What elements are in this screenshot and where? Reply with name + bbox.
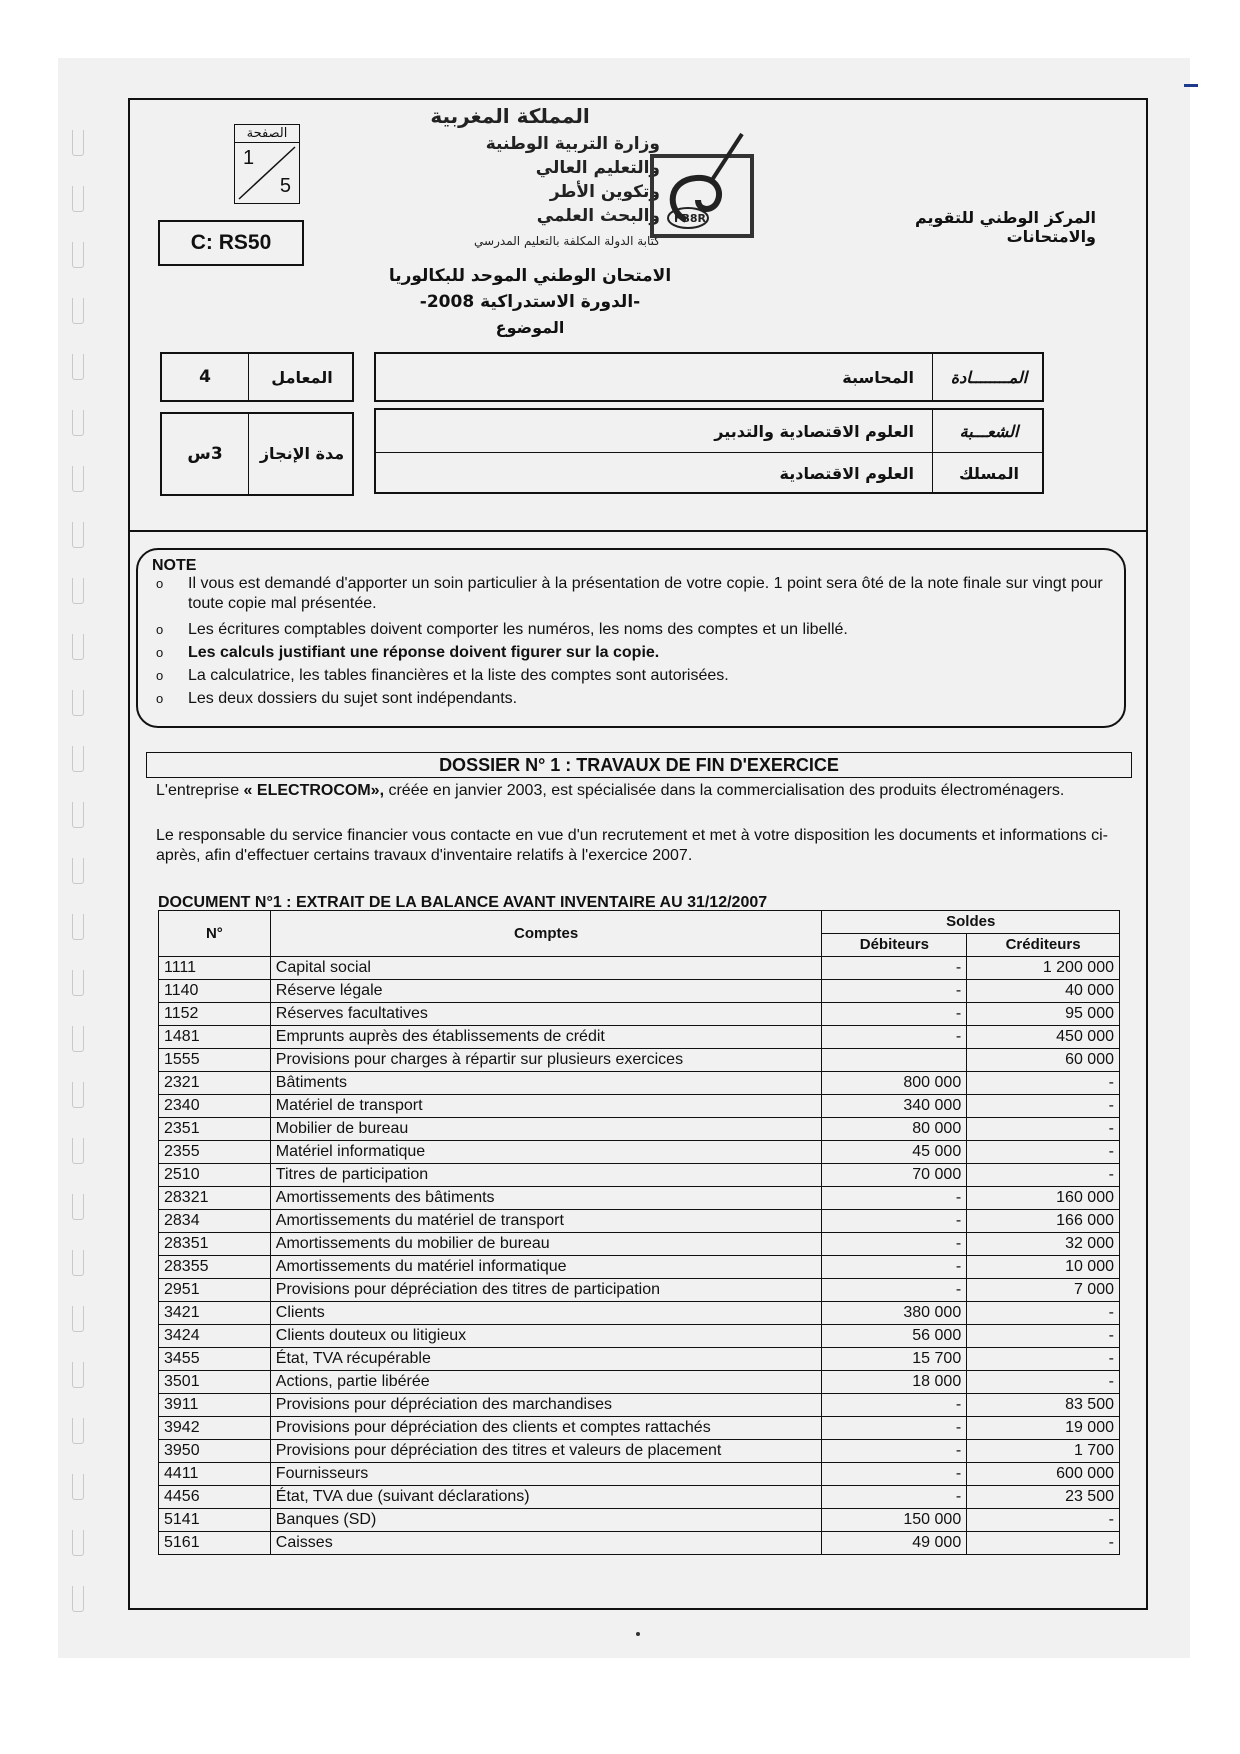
debit-amount: - — [822, 1026, 967, 1049]
account-name: Amortissements du matériel de transport — [270, 1210, 822, 1233]
branch-box — [374, 408, 1044, 494]
debit-amount: - — [822, 1394, 967, 1417]
dossier-title: DOSSIER N° 1 : TRAVAUX DE FIN D'EXERCICE — [146, 752, 1132, 778]
credit-amount: 60 000 — [967, 1049, 1120, 1072]
table-row — [159, 1325, 1120, 1348]
debit-amount: - — [822, 1233, 967, 1256]
page-label: الصفحة — [235, 125, 299, 143]
ministry-line-2: والتعليم العالي — [535, 158, 660, 178]
duration-label: مدة الإنجاز — [259, 444, 345, 463]
credit-amount: 19 000 — [967, 1417, 1120, 1440]
credit-amount: 83 500 — [967, 1394, 1120, 1417]
table-row — [159, 1371, 1120, 1394]
table-row — [159, 1532, 1120, 1555]
account-number: 3942 — [159, 1417, 271, 1440]
binder-hole — [72, 1306, 84, 1332]
credit-amount: 600 000 — [967, 1463, 1120, 1486]
debit-amount: 800 000 — [822, 1072, 967, 1095]
table-row — [159, 1279, 1120, 1302]
table-row — [159, 1187, 1120, 1210]
note-item: o Les calculs justifiant une réponse doivent figurer sur la copie. — [156, 644, 660, 661]
binder-hole — [72, 130, 84, 156]
table-row — [159, 1141, 1120, 1164]
intro-paragraph: L'entreprise « ELECTROCOM», créée en janvier 2003, est spécialisée dans la commercialisation des produits électroménagers. — [156, 782, 1065, 799]
binder-hole — [72, 914, 84, 940]
exam-title: الامتحان الوطني الموحد للبكالوريا — [388, 266, 672, 286]
exam-session: -الدورة الاستدراكية 2008- — [419, 292, 641, 312]
binder-hole — [72, 522, 84, 548]
table-row — [159, 1233, 1120, 1256]
page-total: 5 — [279, 175, 291, 197]
table-row — [159, 1072, 1120, 1095]
debit-amount: - — [822, 1003, 967, 1026]
debit-amount: - — [822, 1440, 967, 1463]
table-row — [159, 1118, 1120, 1141]
debit-amount: - — [822, 1210, 967, 1233]
intro-paragraph-2: Le responsable du service financier vous contacte en vue d'un recrutement et met à votre disposition les documents et informations ci-après, afin d'effectuer certains travaux d'inventaire relatifs à l'exercice 2007. — [156, 827, 1108, 864]
header-balances: Soldes — [822, 911, 1120, 934]
account-name: Titres de participation — [270, 1164, 822, 1187]
credit-amount: - — [967, 1118, 1120, 1141]
credit-amount: 23 500 — [967, 1486, 1120, 1509]
balance-table — [158, 910, 1120, 1555]
binder-hole — [72, 578, 84, 604]
debit-amount — [822, 1049, 967, 1072]
binder-hole — [72, 1362, 84, 1388]
debit-amount: 150 000 — [822, 1509, 967, 1532]
corner-mark — [1184, 84, 1198, 87]
credit-amount: - — [967, 1509, 1120, 1532]
table-row — [159, 1440, 1120, 1463]
duration-box — [160, 412, 354, 496]
account-name: Réserve légale — [270, 980, 822, 1003]
ministry-line-4: والبحث العلمي — [536, 206, 660, 226]
table-row — [159, 980, 1120, 1003]
credit-amount: - — [967, 1302, 1120, 1325]
binder-hole — [72, 690, 84, 716]
binder-hole — [72, 1250, 84, 1276]
branch-value: العلوم الاقتصادية والتدبير — [714, 421, 914, 441]
header-debit: Débiteurs — [822, 934, 967, 957]
subject-label: الموضوع — [495, 318, 565, 337]
account-name: Provisions pour dépréciation des clients et comptes rattachés — [270, 1417, 822, 1440]
account-number: 2834 — [159, 1210, 271, 1233]
note-item: o Les écritures comptables doivent comporter les numéros, les noms des comptes et un libellé. — [156, 621, 848, 638]
account-number: 2321 — [159, 1072, 271, 1095]
account-name: Emprunts auprès des établissements de crédit — [270, 1026, 822, 1049]
debit-amount: 80 000 — [822, 1118, 967, 1141]
note-item: o La calculatrice, les tables financières et la liste des comptes sont autorisées. — [156, 667, 729, 684]
binder-hole — [72, 466, 84, 492]
debit-amount: 70 000 — [822, 1164, 967, 1187]
account-name: Capital social — [270, 957, 822, 980]
debit-amount: 18 000 — [822, 1371, 967, 1394]
credit-amount: 32 000 — [967, 1233, 1120, 1256]
credit-amount: - — [967, 1164, 1120, 1187]
table-row — [159, 1026, 1120, 1049]
debit-amount: - — [822, 1279, 967, 1302]
duration-value: 3س — [187, 444, 223, 464]
track-value: العلوم الاقتصادية — [779, 464, 914, 483]
binder-hole — [72, 970, 84, 996]
account-name: Réserves facultatives — [270, 1003, 822, 1026]
table-row — [159, 1302, 1120, 1325]
account-name: Amortissements du matériel informatique — [270, 1256, 822, 1279]
account-number: 2355 — [159, 1141, 271, 1164]
binder-hole — [72, 1194, 84, 1220]
account-name: Matériel de transport — [270, 1095, 822, 1118]
binder-hole — [72, 354, 84, 380]
account-name: Amortissements des bâtiments — [270, 1187, 822, 1210]
account-name: Caisses — [270, 1532, 822, 1555]
secretariat: كتابة الدولة المكلفة بالتعليم المدرسي — [474, 234, 660, 248]
binder-hole — [72, 1586, 84, 1612]
binder-hole — [72, 410, 84, 436]
account-number: 5161 — [159, 1532, 271, 1555]
account-name: Actions, partie libérée — [270, 1371, 822, 1394]
table-row — [159, 1394, 1120, 1417]
debit-amount: - — [822, 1486, 967, 1509]
note-item: o Il vous est demandé d'apporter un soin particulier à la présentation de votre copie. 1 point sera ôté de la note finale sur vingt pour toute copie mal présentée. — [156, 575, 1103, 612]
debit-amount: - — [822, 1256, 967, 1279]
table-row — [159, 1095, 1120, 1118]
account-number: 1152 — [159, 1003, 271, 1026]
page-dot — [636, 1632, 640, 1636]
account-number: 3950 — [159, 1440, 271, 1463]
exam-code: C: RS50 — [158, 220, 304, 266]
credit-amount: - — [967, 1325, 1120, 1348]
table-row — [159, 1164, 1120, 1187]
note-item: o Les deux dossiers du sujet sont indépendants. — [156, 690, 518, 707]
account-name: Provisions pour dépréciation des titres et valeurs de placement — [270, 1440, 822, 1463]
account-name: Mobilier de bureau — [270, 1118, 822, 1141]
binder-hole — [72, 298, 84, 324]
credit-amount: 7 000 — [967, 1279, 1120, 1302]
note-title: NOTE — [152, 557, 197, 574]
track-label: المسلك — [959, 464, 1019, 483]
debit-amount: 15 700 — [822, 1348, 967, 1371]
account-number: 28321 — [159, 1187, 271, 1210]
credit-amount: - — [967, 1371, 1120, 1394]
table-row — [159, 957, 1120, 980]
account-name: Provisions pour charges à répartir sur plusieurs exercices — [270, 1049, 822, 1072]
account-name: Clients — [270, 1302, 822, 1325]
page-current: 1 — [243, 147, 255, 169]
debit-amount: - — [822, 957, 967, 980]
account-number: 2340 — [159, 1095, 271, 1118]
account-name: Amortissements du mobilier de bureau — [270, 1233, 822, 1256]
debit-amount: 49 000 — [822, 1532, 967, 1555]
credit-amount: - — [967, 1072, 1120, 1095]
table-row — [159, 1003, 1120, 1026]
binder-hole — [72, 802, 84, 828]
account-number: 4411 — [159, 1463, 271, 1486]
header-accounts: Comptes — [270, 911, 822, 957]
center-name: المركز الوطني للتقويم والامتحانات — [914, 208, 1096, 246]
account-name: Clients douteux ou litigieux — [270, 1325, 822, 1348]
account-number: 3421 — [159, 1302, 271, 1325]
binder-hole — [72, 242, 84, 268]
credit-amount: 160 000 — [967, 1187, 1120, 1210]
header-separator — [128, 530, 1148, 532]
credit-amount: 166 000 — [967, 1210, 1120, 1233]
table-row — [159, 1210, 1120, 1233]
debit-amount: 340 000 — [822, 1095, 967, 1118]
binder-hole — [72, 634, 84, 660]
credit-amount: - — [967, 1348, 1120, 1371]
subject-value: المحاسبة — [842, 367, 914, 387]
account-number: 2510 — [159, 1164, 271, 1187]
table-row — [159, 1509, 1120, 1532]
binder-hole — [72, 1418, 84, 1444]
credit-amount: 1 200 000 — [967, 957, 1120, 980]
header-num: N° — [159, 911, 271, 957]
ministry-line-1: وزارة التربية الوطنية — [485, 134, 660, 154]
account-name: Matériel informatique — [270, 1141, 822, 1164]
account-number: 4456 — [159, 1486, 271, 1509]
credit-amount: - — [967, 1532, 1120, 1555]
binder-hole — [72, 186, 84, 212]
kingdom-title: المملكة المغربية — [430, 104, 590, 128]
binder-hole — [72, 1530, 84, 1556]
account-number: 1111 — [159, 957, 271, 980]
company-name: « ELECTROCOM», — [243, 782, 385, 799]
account-number: 5141 — [159, 1509, 271, 1532]
coefficient-value: 4 — [199, 367, 211, 387]
binder-hole — [72, 1026, 84, 1052]
table-row — [159, 1256, 1120, 1279]
debit-amount: 56 000 — [822, 1325, 967, 1348]
table-row — [159, 1348, 1120, 1371]
binder-hole — [72, 1138, 84, 1164]
ministry-logo — [646, 130, 766, 240]
account-name: Bâtiments — [270, 1072, 822, 1095]
page-number-box — [234, 124, 300, 204]
binder-hole — [72, 1082, 84, 1108]
account-number: 3501 — [159, 1371, 271, 1394]
debit-amount: - — [822, 1187, 967, 1210]
account-name: État, TVA due (suivant déclarations) — [270, 1486, 822, 1509]
account-number: 1140 — [159, 980, 271, 1003]
credit-amount: 450 000 — [967, 1026, 1120, 1049]
credit-amount: 40 000 — [967, 980, 1120, 1003]
header-credit: Créditeurs — [967, 934, 1120, 957]
binder-hole — [72, 746, 84, 772]
account-number: 3455 — [159, 1348, 271, 1371]
debit-amount: - — [822, 1463, 967, 1486]
account-number: 1555 — [159, 1049, 271, 1072]
account-name: Fournisseurs — [270, 1463, 822, 1486]
account-number: 28355 — [159, 1256, 271, 1279]
subject-box — [374, 352, 1044, 402]
table-row — [159, 1049, 1120, 1072]
account-number: 3424 — [159, 1325, 271, 1348]
debit-amount: 380 000 — [822, 1302, 967, 1325]
credit-amount: 1 700 — [967, 1440, 1120, 1463]
debit-amount: - — [822, 980, 967, 1003]
account-number: 1481 — [159, 1026, 271, 1049]
credit-amount: 10 000 — [967, 1256, 1120, 1279]
coefficient-label: المعامل — [271, 367, 333, 387]
coefficient-box — [160, 352, 354, 402]
account-number: 28351 — [159, 1233, 271, 1256]
table-row — [159, 1486, 1120, 1509]
account-name: Banques (SD) — [270, 1509, 822, 1532]
account-number: 3911 — [159, 1394, 271, 1417]
credit-amount: - — [967, 1095, 1120, 1118]
table-row — [159, 1417, 1120, 1440]
subject-field-label: المــــــــادة — [950, 367, 1028, 387]
account-name: Provisions pour dépréciation des titres de participation — [270, 1279, 822, 1302]
account-name: Provisions pour dépréciation des marchandises — [270, 1394, 822, 1417]
document-title: DOCUMENT N°1 : EXTRAIT DE LA BALANCE AVANT INVENTAIRE AU 31/12/2007 — [158, 894, 768, 911]
credit-amount: - — [967, 1141, 1120, 1164]
debit-amount: 45 000 — [822, 1141, 967, 1164]
ministry-line-3: وتكوين الأطر — [549, 182, 660, 202]
table-row — [159, 1463, 1120, 1486]
branch-label: الشعـــبة — [959, 421, 1019, 441]
credit-amount: 95 000 — [967, 1003, 1120, 1026]
logo-text: FB8R — [674, 212, 707, 225]
binder-hole — [72, 858, 84, 884]
account-number: 2951 — [159, 1279, 271, 1302]
account-name: État, TVA récupérable — [270, 1348, 822, 1371]
binder-hole — [72, 1474, 84, 1500]
account-number: 2351 — [159, 1118, 271, 1141]
debit-amount: - — [822, 1417, 967, 1440]
